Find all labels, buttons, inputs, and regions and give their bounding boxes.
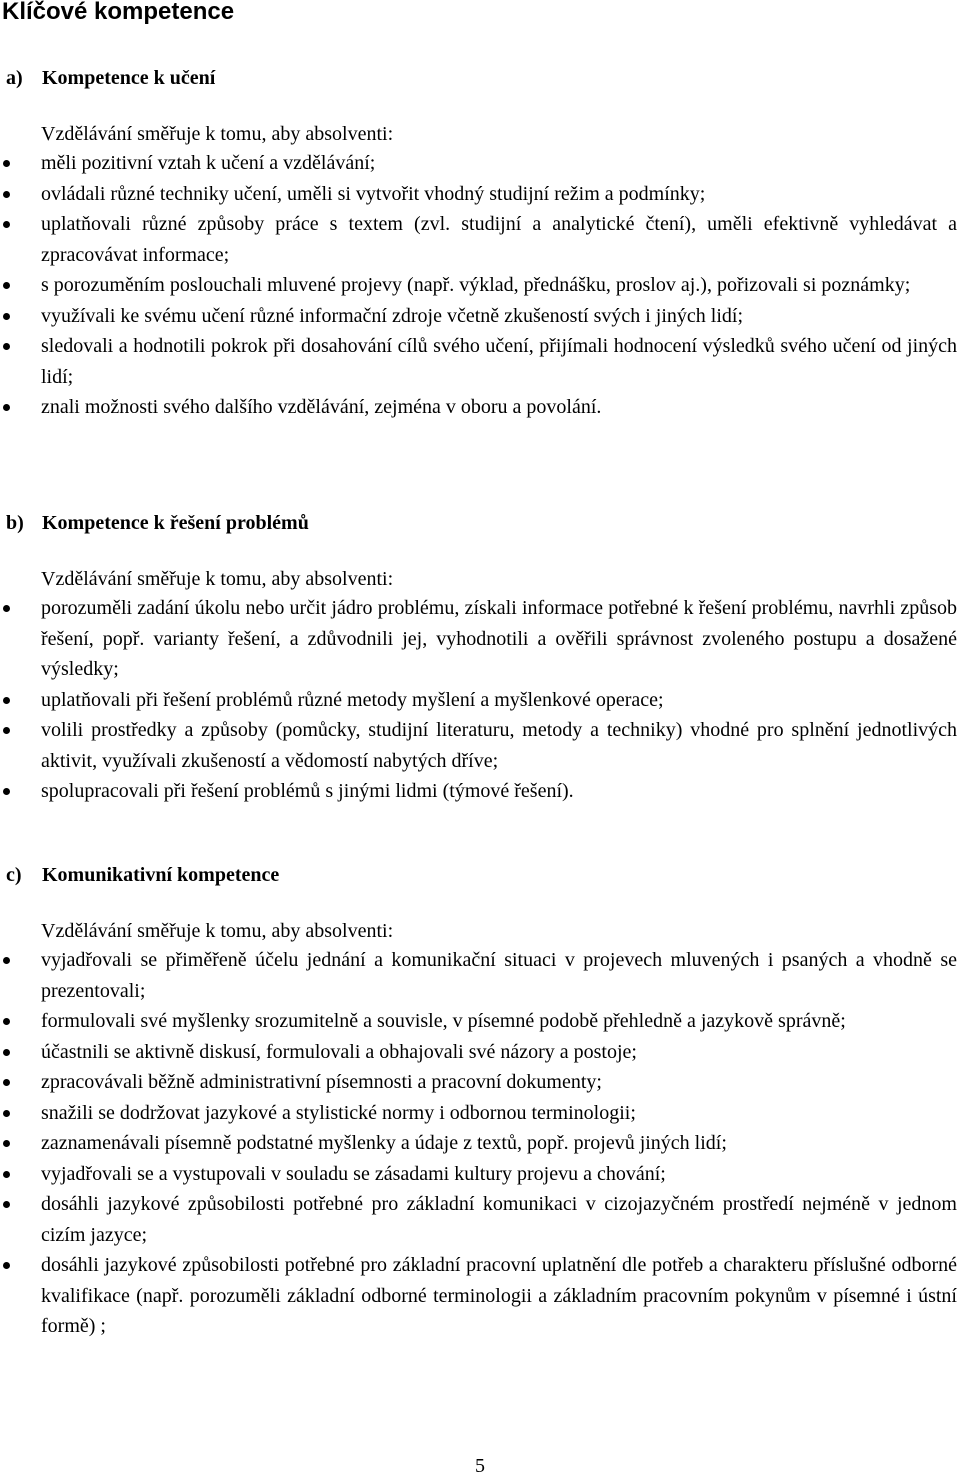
list-item — [0, 179, 960, 210]
list-item-text: znali možnosti svého dalšího vzdělávání, zejména v oboru a povolání. — [41, 396, 602, 418]
bullet-icon — [3, 343, 10, 350]
section-intro: Vzdělávání směřuje k tomu, aby absolventi: — [41, 920, 394, 942]
section-heading — [0, 860, 960, 890]
bullet-icon — [3, 1171, 10, 1178]
list-item — [0, 209, 960, 270]
list-item-text: dosáhli jazykové způsobilosti potřebné pro základní pracovní uplatnění dle potřeb a charakteru příslušné odborné kvalifikace (např. porozuměli základní odborné terminologii a základním pracovním pokynům v písemné i ústní formě) ; — [41, 1254, 957, 1337]
list-item-text: formulovali své myšlenky srozumitelně a souvisle, v písemné podobě přehledně a jazykově správně; — [41, 1010, 846, 1032]
section-intro: Vzdělávání směřuje k tomu, aby absolventi: — [41, 123, 394, 145]
list-item-text: uplatňovali různé způsoby práce s textem (zvl. studijní a analytické čtení), uměli efektivně vyhledávat a zpracovávat informace; — [41, 213, 957, 266]
page-title: Klíčové kompetence — [2, 0, 235, 25]
bullet-icon — [3, 404, 10, 411]
section-heading — [0, 63, 960, 93]
bullet-icon — [3, 313, 10, 320]
list-item — [0, 1067, 960, 1098]
list-item — [0, 301, 960, 332]
section-intro: Vzdělávání směřuje k tomu, aby absolventi: — [41, 568, 394, 590]
list-item-text: vyjadřovali se a vystupovali v souladu se zásadami kultury projevu a chování; — [41, 1162, 666, 1185]
list-item-text: dosáhli jazykové způsobilosti potřebné pro základní komunikaci v cizojazyčném prostředí nejméně v jednom cizím jazyce; — [41, 1193, 957, 1246]
list-item — [0, 270, 960, 301]
bullet-icon — [3, 282, 10, 289]
list-item — [0, 776, 960, 807]
bullet-icon — [3, 788, 10, 795]
section-kompetence-k-uceni — [0, 63, 960, 423]
list-item-text: spolupracovali při řešení problémů s jinými lidmi (týmové řešení). — [41, 780, 574, 802]
list-item — [0, 1128, 960, 1159]
list-item-text: zpracovávali běžně administrativní písemnosti a pracovní dokumenty; — [41, 1071, 602, 1093]
section-heading-text: Komunikativní kompetence — [42, 864, 280, 886]
bullet-icon — [3, 1140, 10, 1147]
bullet-icon — [3, 1201, 10, 1208]
section-komunikativni-kompetence — [0, 860, 960, 1342]
list-item-text: ovládali různé techniky učení, uměli si vytvořit vhodný studijní režim a podmínky; — [41, 182, 706, 205]
bullet-list — [0, 148, 960, 423]
list-item-text: uplatňovali při řešení problémů různé metody myšlení a myšlenkové operace; — [41, 688, 664, 711]
list-item — [0, 1189, 960, 1250]
section-heading — [0, 508, 960, 538]
bullet-icon — [3, 1110, 10, 1117]
list-item — [0, 945, 960, 1006]
bullet-icon — [3, 221, 10, 228]
section-heading-text: Kompetence k učení — [42, 67, 216, 89]
section-letter: b) — [6, 512, 24, 534]
section-kompetence-k-reseni-problemu — [0, 508, 960, 807]
list-item-text: snažili se dodržovat jazykové a stylistické normy i odbornou terminologii; — [41, 1101, 636, 1124]
section-letter: a) — [6, 67, 23, 89]
list-item — [0, 1250, 960, 1342]
list-item — [0, 1037, 960, 1068]
list-item — [0, 685, 960, 716]
list-item — [0, 1098, 960, 1129]
bullet-icon — [3, 1079, 10, 1086]
bullet-icon — [3, 605, 10, 612]
bullet-icon — [3, 1018, 10, 1025]
list-item-text: volili prostředky a způsoby (pomůcky, studijní literaturu, metody a techniky) vhodné pro splnění jednotlivých aktivit, využívali zkušeností a vědomostí nabytých dříve; — [41, 719, 957, 772]
bullet-icon — [3, 191, 10, 198]
bullet-list — [0, 945, 960, 1342]
list-item — [0, 593, 960, 685]
bullet-icon — [3, 697, 10, 704]
list-item — [0, 392, 960, 423]
bullet-icon — [3, 160, 10, 167]
list-item-text: porozuměli zadání úkolu nebo určit jádro problému, získali informace potřebné k řešení problému, navrhli způsob řešení, popř. varianty řešení, a zdůvodnili jej, vyhodnotili a ověřili správnost zvoleného postupu a dosažené výsledky; — [41, 597, 957, 680]
list-item-text: účastnili se aktivně diskusí, formulovali a obhajovali své názory a postoje; — [41, 1040, 637, 1063]
list-item — [0, 1159, 960, 1190]
bullet-list — [0, 593, 960, 807]
list-item — [0, 331, 960, 392]
list-item-text: s porozuměním poslouchali mluvené projevy (např. výklad, přednášku, proslov aj.), pořizovali si poznámky; — [41, 274, 911, 296]
section-letter: c) — [6, 864, 22, 886]
page-number: 5 — [475, 1455, 485, 1477]
list-item — [0, 715, 960, 776]
section-heading-text: Kompetence k řešení problémů — [42, 512, 309, 534]
bullet-icon — [3, 727, 10, 734]
list-item-text: vyjadřovali se přiměřeně účelu jednání a komunikační situaci v projevech mluvených i psaných a vhodně se prezentovali; — [41, 949, 957, 1002]
bullet-icon — [3, 957, 10, 964]
list-item-text: zaznamenávali písemně podstatné myšlenky a údaje z textů, popř. projevů jiných lidí; — [41, 1132, 727, 1154]
list-item-text: měli pozitivní vztah k učení a vzdělávání; — [41, 152, 376, 174]
list-item-text: sledovali a hodnotili pokrok při dosahování cílů svého učení, přijímali hodnocení výsledků svého učení od jiných lidí; — [41, 335, 957, 388]
list-item — [0, 148, 960, 179]
bullet-icon — [3, 1049, 10, 1056]
list-item-text: využívali ke svému učení různé informační zdroje včetně zkušeností svých i jiných lidí; — [41, 304, 744, 327]
bullet-icon — [3, 1262, 10, 1269]
list-item — [0, 1006, 960, 1037]
